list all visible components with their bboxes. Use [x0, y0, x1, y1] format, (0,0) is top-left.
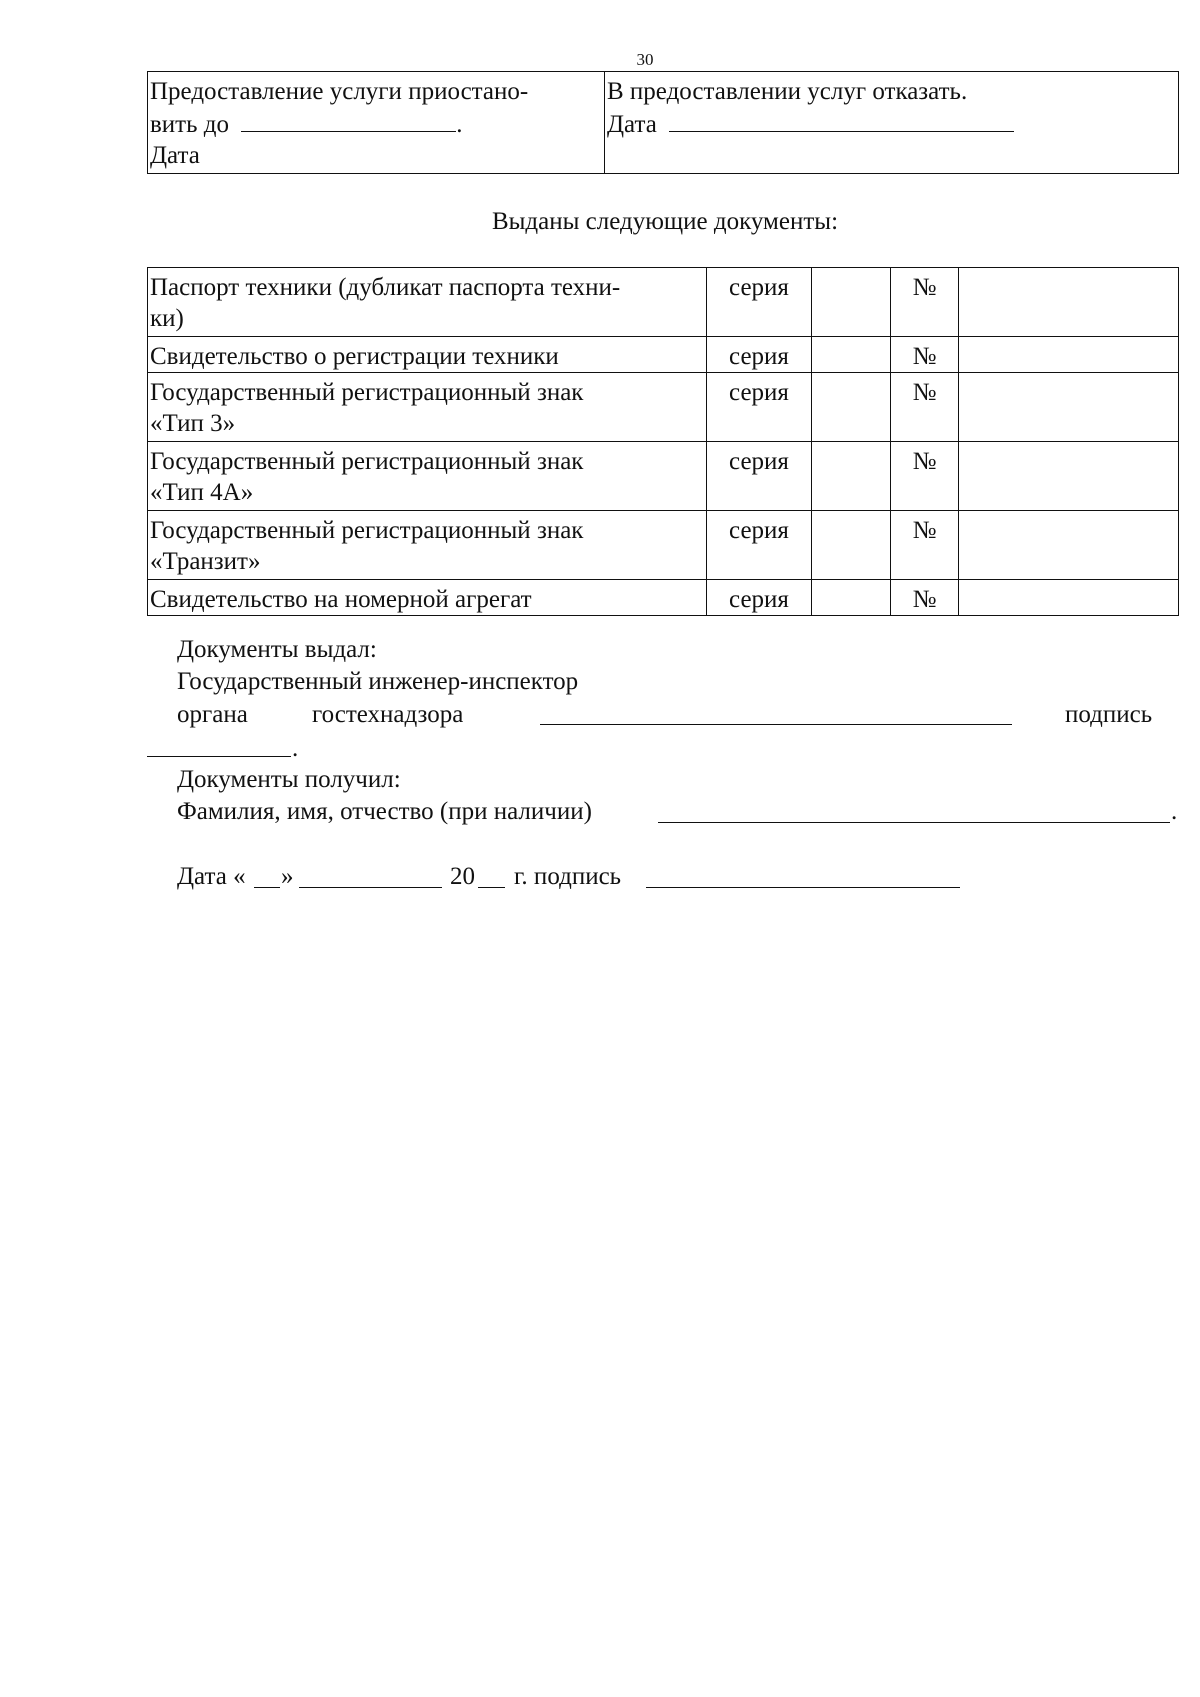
series-value-field[interactable]: [812, 580, 891, 616]
document-name-line1: Государственный регистрационный знак: [150, 517, 584, 544]
number-value-field[interactable]: [959, 511, 1179, 580]
number-label: №: [891, 337, 959, 373]
document-name-cell: [148, 442, 707, 511]
suspend-until-period: .: [456, 111, 463, 138]
date-quote-close: »: [281, 863, 294, 890]
number-value-field[interactable]: [959, 442, 1179, 511]
document-name-cell: [148, 268, 707, 337]
date-signature-field[interactable]: [646, 887, 960, 888]
date-signature-label: г. подпись: [514, 863, 622, 890]
table-row: [148, 580, 1179, 616]
receiver-name-label: Фамилия, имя, отчество (при наличии): [177, 798, 592, 825]
document-name-line2: «Тип 3»: [150, 410, 236, 437]
suspend-cell: [148, 72, 605, 174]
issuer-period: .: [292, 735, 299, 762]
receiver-period: .: [1171, 798, 1178, 825]
table-row: [148, 442, 1179, 511]
suspend-until-label: вить до: [150, 111, 229, 138]
documents-table: [147, 267, 1179, 616]
refuse-date-line: [607, 107, 1176, 140]
series-label: серия: [707, 373, 812, 442]
series-value-field[interactable]: [812, 373, 891, 442]
issuer-extra-field[interactable]: [147, 756, 291, 757]
refuse-date-blank: [669, 107, 1014, 132]
document-name-line1: Свидетельство на номерной агрегат: [150, 586, 532, 613]
receiver-name-field[interactable]: [658, 822, 1170, 823]
table-row: [148, 373, 1179, 442]
issuer-gostekhnadzor-word: гостехнадзора: [312, 701, 464, 728]
issuer-title: Государственный инженер-инспектор: [177, 668, 579, 695]
refuse-cell: [605, 72, 1179, 174]
series-label: серия: [707, 580, 812, 616]
series-label: серия: [707, 442, 812, 511]
number-label: №: [891, 511, 959, 580]
issuer-signature-label: подпись: [1065, 701, 1153, 728]
document-name-line1: Паспорт техники (дубликат паспорта техни-: [150, 274, 621, 301]
refuse-date-label: Дата: [607, 111, 657, 138]
document-name-line2: «Тип 4А»: [150, 479, 254, 506]
number-label: №: [891, 373, 959, 442]
issuer-organ-word: органа: [177, 701, 248, 728]
series-label: серия: [707, 511, 812, 580]
document-name-line1: Свидетельство о регистрации техники: [150, 343, 559, 370]
issued-documents-title: Выданы следующие документы:: [491, 208, 839, 235]
suspend-text-line1: Предоставление услуги приостано-: [150, 78, 529, 105]
receiver-heading: Документы получил:: [177, 766, 401, 793]
series-value-field[interactable]: [812, 442, 891, 511]
document-name-line2: ки): [150, 305, 184, 332]
number-label: №: [891, 580, 959, 616]
number-label: №: [891, 442, 959, 511]
document-name-line1: Государственный регистрационный знак: [150, 448, 584, 475]
number-value-field[interactable]: [959, 337, 1179, 373]
number-label: №: [891, 268, 959, 337]
table-row: [148, 337, 1179, 373]
series-label: серия: [707, 337, 812, 373]
document-name-cell: [148, 511, 707, 580]
series-value-field[interactable]: [812, 511, 891, 580]
page-number: 30: [636, 50, 654, 69]
series-label: серия: [707, 268, 812, 337]
suspend-text-line2: [150, 107, 602, 140]
number-value-field[interactable]: [959, 373, 1179, 442]
document-name-cell: [148, 337, 707, 373]
suspend-date-label: Дата: [150, 142, 200, 169]
date-year-prefix: 20: [450, 863, 475, 890]
issuer-signature-field[interactable]: [540, 724, 1012, 725]
date-year-field[interactable]: [478, 887, 505, 888]
series-value-field[interactable]: [812, 337, 891, 373]
document-name-line2: «Транзит»: [150, 548, 261, 575]
document-name-cell: [148, 580, 707, 616]
decision-table: [147, 71, 1179, 174]
document-name-cell: [148, 373, 707, 442]
series-value-field[interactable]: [812, 268, 891, 337]
number-value-field[interactable]: [959, 580, 1179, 616]
suspend-until-blank: [241, 107, 456, 132]
date-label: Дата «: [177, 863, 246, 890]
table-row: [148, 268, 1179, 337]
date-month-field[interactable]: [299, 887, 442, 888]
date-day-field[interactable]: [254, 887, 280, 888]
refuse-text: В предоставлении услуг отказать.: [607, 78, 968, 105]
table-row: [148, 511, 1179, 580]
issuer-heading: Документы выдал:: [177, 636, 377, 663]
number-value-field[interactable]: [959, 268, 1179, 337]
document-name-line1: Государственный регистрационный знак: [150, 379, 584, 406]
